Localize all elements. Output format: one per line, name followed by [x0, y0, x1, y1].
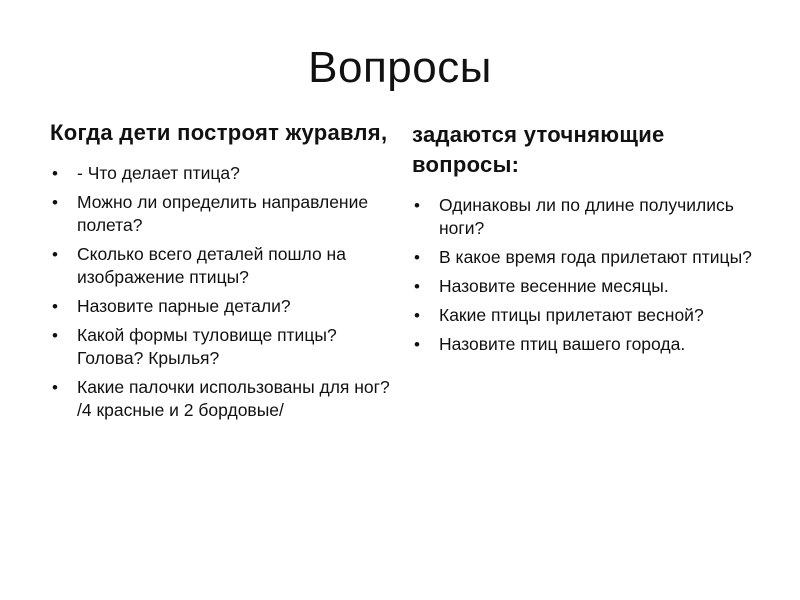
bullet-icon: •	[414, 277, 420, 296]
list-item-text: В какое время года прилетают птицы?	[439, 247, 752, 267]
list-item-text: Назовите весенние месяцы.	[439, 276, 669, 296]
list-item-text: Назовите птиц вашего города.	[439, 334, 686, 354]
slide-title: Вопросы	[308, 43, 492, 92]
bullet-icon: •	[414, 306, 420, 325]
bullet-icon: •	[52, 245, 58, 264]
bullet-icon: •	[52, 326, 58, 345]
bullet-icon: •	[414, 335, 420, 354]
list-item-text: Одинаковы ли по длине получились ноги?	[439, 195, 734, 238]
list-item-text: Сколько всего деталей пошло на изображение птицы?	[77, 244, 346, 287]
right-column-heading: задаются уточняющие вопросы:	[412, 122, 665, 177]
list-item	[50, 191, 400, 237]
right-column	[412, 118, 772, 362]
list-item-text: - Что делает птица?	[77, 163, 240, 183]
list-item	[50, 324, 400, 370]
list-item	[50, 295, 400, 318]
left-bullet-list	[50, 162, 400, 422]
list-item	[412, 194, 772, 240]
bullet-icon: •	[414, 196, 420, 215]
list-item	[412, 246, 772, 269]
right-bullet-list	[412, 194, 772, 356]
list-item	[50, 243, 400, 289]
list-item-text: Назовите парные детали?	[77, 296, 291, 316]
list-item-text: Можно ли определить направление полета?	[77, 192, 369, 235]
list-item	[412, 304, 772, 327]
list-item	[50, 376, 400, 422]
bullet-icon: •	[52, 164, 58, 183]
list-item	[50, 162, 400, 185]
bullet-icon: •	[52, 193, 58, 212]
list-item-text: Какие птицы прилетают весной?	[439, 305, 704, 325]
bullet-icon: •	[52, 378, 58, 397]
left-column-heading: Когда дети построят журавля,	[50, 120, 388, 145]
list-item-text: Какой формы туловище птицы? Голова? Крылья?	[77, 325, 337, 368]
list-item	[412, 275, 772, 298]
list-item	[412, 333, 772, 356]
bullet-icon: •	[52, 297, 58, 316]
left-column	[50, 118, 400, 428]
list-item-text: Какие палочки использованы для ног? /4 красные и 2 бордовые/	[77, 377, 390, 420]
bullet-icon: •	[414, 248, 420, 267]
